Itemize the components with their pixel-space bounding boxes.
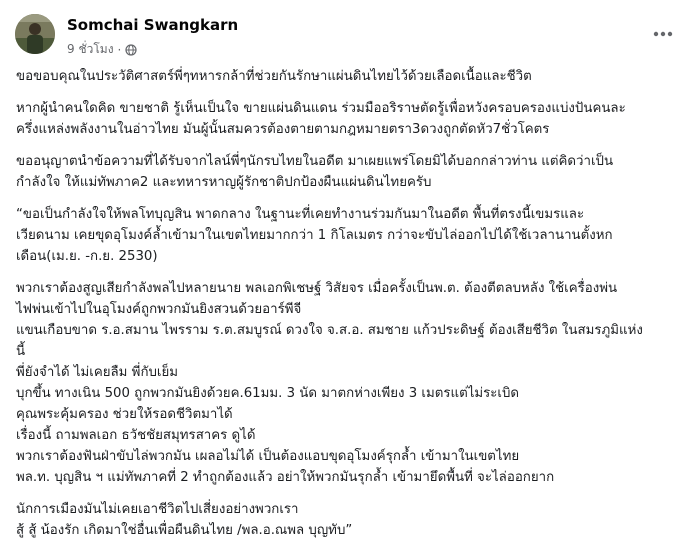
text-line: ครึ่งแหล่งพลังงานในอ่าวไทย มันผู้นั้นสมควรต้องตายตามกฎหมายตรา3ดวงถูกตัดหัว7ชั่วโคตร [16, 122, 550, 137]
text-line: บุกขึ้น ทางเนิน 500 ถูกพวกมันยิงด้วยค.61มม. 3 นัด มาตกห่างเพียง 3 เมตรแต่ไม่ระเบิด [16, 386, 520, 401]
meta-separator: · [117, 42, 122, 57]
text-line: ขอขอบคุณในประวัติศาสตร์พี่ๆทหารกล้าที่ช่วยกันรักษาแผ่นดินไทยไว้ด้วยเลือดเนื้อและชีวิต [16, 69, 532, 84]
paragraph-3 [16, 151, 686, 193]
post-header [15, 10, 685, 60]
text-line: แขนเกือบขาด ร.อ.สมาน ไพรราม ร.ต.สมบูรณ์ ดวงใจ จ.ส.อ. สมชาย แก้วประดิษฐ์ ต้องเสียชีวิต ในสมรภูมิแห่ง [16, 323, 643, 338]
text-line: สู้ สู้ น้องรัก เกิดมาใช่อื่นเพื่อผืนดินไทย /พล.อ.ณพล บุญทับ” [16, 523, 353, 538]
globe-icon[interactable] [125, 44, 137, 56]
more-horizontal-icon [653, 31, 673, 37]
text-line: “ขอเป็นกำลังใจให้พลโทบุญสิน พาดกลาง ในฐานะที่เคยทำงานร่วมกันมาในอดีต พื้นที่ตรงนี้เขมรและ [16, 207, 585, 222]
text-line: หากผู้นำคนใดคิด ขายชาติ รู้เห็นเป็นใจ ขายแผ่นดินแดน ร่วมมืออริราษตัดรู้เพื่อหวังครอบครองแบ่งปันคนละ [16, 101, 626, 116]
paragraph-6 [16, 499, 686, 541]
text-line: เดือน(เม.ย. -ก.ย. 2530) [16, 249, 158, 264]
author-name[interactable]: Somchai Swangkarn [67, 16, 239, 34]
text-line: กำลังใจ ให้แม่ทัพภาค2 และทหารหาญผู้รักชาติปกป้องผืนแผ่นดินไทยครับ [16, 175, 432, 190]
text-line: เวียดนาม เคยขุดอุโมงค์ล้ำเข้ามาในเขตไทยมากกว่า 1 กิโลเมตร กว่าจะขับไล่ออกไปได้ใช้เวลานานตั้งหก [16, 228, 613, 243]
paragraph-4 [16, 204, 686, 267]
text-line: พวกเราต้องสูญเสียกำลังพลไปหลายนาย พลเอกพิเชษฐ์ วิสัยจร เมื่อครั้งเป็นพ.ต. ต้องตีตลบหลัง ใช้เครื่องพ่น [16, 281, 618, 296]
avatar[interactable] [15, 14, 55, 54]
text-line: นักการเมืองมันไม่เคยเอาชีวิตไปเสี่ยงอย่างพวกเรา [16, 502, 299, 517]
post-meta [67, 40, 137, 59]
text-line: พล.ท. บุญสิน ฯ แม่ทัพภาคที่ 2 ทำถูกต้องแล้ว อย่าให้พวกมันรุกล้ำ เข้ามายึดพื้นที่ จะไล่ออกยาก [16, 470, 555, 485]
text-line: คุณพระคุ้มครอง ช่วยให้รอดชีวิตมาได้ [16, 407, 233, 422]
post-body [16, 66, 686, 552]
avatar-image [15, 14, 55, 54]
text-line: พี่ยังจำได้ ไม่เคยลืม พี่กับเย็ม [16, 365, 179, 380]
paragraph-1 [16, 66, 686, 87]
more-options-button[interactable] [651, 22, 675, 46]
paragraph-2 [16, 98, 686, 140]
text-line: เรื่องนี้ ถามพลเอก ธวัชชัยสมุทรสาคร ดูได้ [16, 428, 256, 443]
text-line: ขออนุญาตนำข้อความที่ได้รับจากไลน์พี่ๆนักรบไทยในอดีต มาเผยแพร่โดยมิได้บอกกล่าวท่าน แต่คิดว่าเป็น [16, 154, 614, 169]
post-timestamp[interactable]: 9 ชั่วโมง [67, 42, 114, 56]
text-line: นี้ [16, 344, 26, 359]
paragraph-5 [16, 278, 686, 488]
text-line: ไฟพ่นเข้าไปในอุโมงค์ถูกพวกมันยิงสวนด้วยอาร์พีจี [16, 302, 302, 317]
text-line: พวกเราต้องฟันฝ่าขับไล่พวกมัน เผลอไม่ได้ เป็นต้องแอบขุดอุโมงค์รุกล้ำ เข้ามาในเขตไทย [16, 449, 520, 464]
